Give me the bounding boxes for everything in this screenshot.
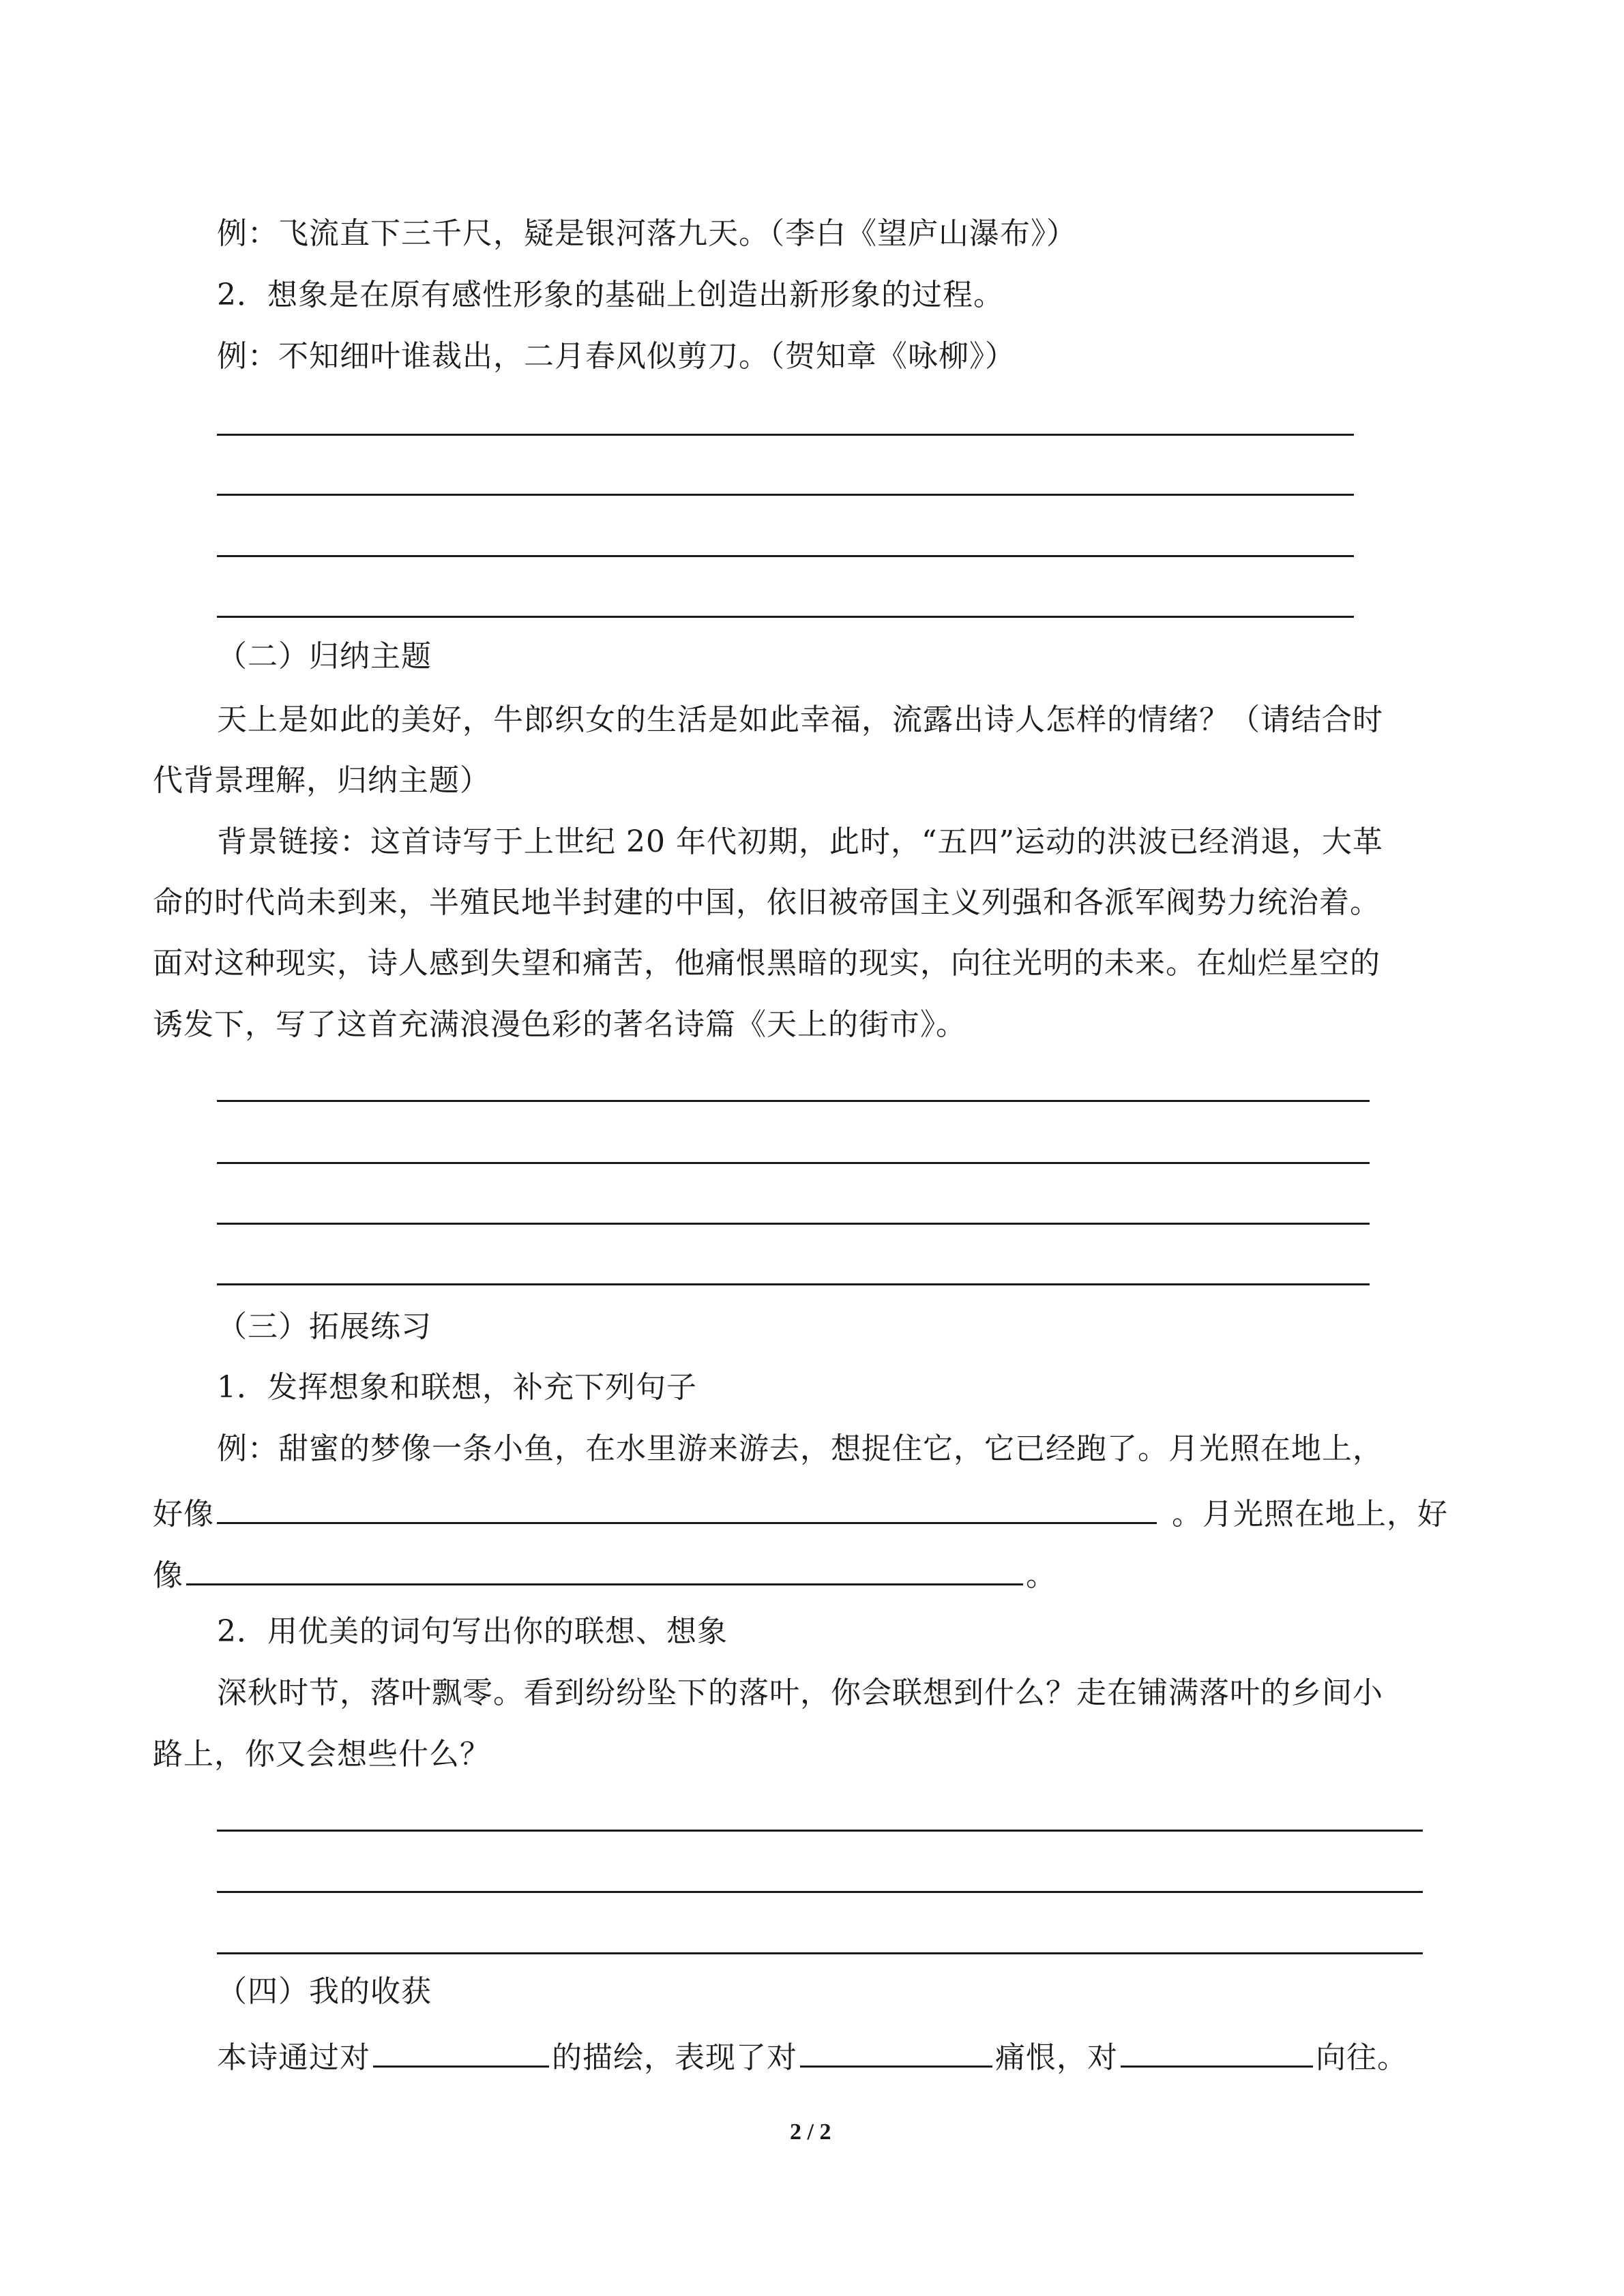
answer-line[interactable]: [217, 1162, 1370, 1164]
fill-prefix: 像: [153, 1558, 183, 1593]
answer-line[interactable]: [217, 434, 1354, 436]
summary-text: 向往。: [1316, 2040, 1408, 2075]
background-text: 背景链接：这首诗写于上世纪 20 年代初期，此时，“五四”运动的洪波已经消退，大革: [217, 824, 1383, 859]
summary-text: 痛恨，对: [995, 2040, 1118, 2075]
example-text: 例：飞流直下三千尺，疑是银河落九天。（李白《望庐山瀑布》）: [217, 216, 1077, 251]
answer-line[interactable]: [217, 1891, 1423, 1893]
section-heading: （四）我的收获: [217, 1974, 432, 2009]
question-text: 天上是如此的美好，牛郎织女的生活是如此幸福，流露出诗人怎样的情绪？（请结合时: [217, 702, 1383, 737]
background-text: 诱发下，写了这首充满浪漫色彩的著名诗篇《天上的街市》。: [153, 1007, 966, 1042]
answer-line[interactable]: [217, 555, 1354, 557]
section-heading: （二）归纳主题: [217, 639, 432, 674]
example-text: 例：甜蜜的梦像一条小鱼，在水里游来游去，想捉住它，它已经跑了。月光照在地上，: [217, 1431, 1383, 1466]
prompt-text: 路上，你又会想些什么？: [153, 1737, 490, 1772]
task-text: 1．发挥想象和联想，补充下列句子: [217, 1370, 697, 1405]
fill-blank[interactable]: [1121, 2034, 1313, 2068]
fill-in-sentence: [153, 1491, 1448, 1534]
fill-blank[interactable]: [217, 1491, 1157, 1524]
background-text: 命的时代尚未到来，半殖民地半封建的中国，依旧被帝国主义列强和各派军阀势力统治着。: [153, 885, 1381, 920]
fill-suffix: 。: [1026, 1558, 1057, 1593]
summary-sentence: [217, 2034, 1408, 2077]
fill-suffix: 。月光照在地上，好: [1172, 1497, 1448, 1532]
fill-prefix: 好像: [153, 1497, 214, 1532]
background-text: 面对这种现实，诗人感到失望和痛苦，他痛恨黑暗的现实，向往光明的未来。在灿烂星空的: [153, 946, 1381, 981]
answer-line[interactable]: [217, 1223, 1370, 1225]
summary-text: 本诗通过对: [217, 2040, 370, 2075]
example-text: 例：不知细叶谁裁出，二月春风似剪刀。（贺知章《咏柳》）: [217, 339, 1016, 374]
fill-blank[interactable]: [186, 1552, 1023, 1585]
prompt-text: 深秋时节，落叶飘零。看到纷纷坠下的落叶，你会联想到什么？走在铺满落叶的乡间小: [217, 1675, 1383, 1710]
answer-line[interactable]: [217, 1100, 1370, 1102]
answer-line[interactable]: [217, 494, 1354, 496]
section-heading: （三）拓展练习: [217, 1309, 432, 1344]
fill-blank[interactable]: [800, 2034, 992, 2068]
task-text: 2．用优美的词句写出你的联想、想象: [217, 1614, 728, 1649]
answer-line[interactable]: [217, 616, 1354, 618]
summary-text: 的描绘，表现了对: [552, 2040, 797, 2075]
question-text: 代背景理解，归纳主题）: [153, 763, 490, 798]
answer-line[interactable]: [217, 1283, 1370, 1285]
fill-in-sentence: [153, 1552, 1057, 1595]
page-number: 2 / 2: [790, 2119, 831, 2145]
point-text: 2．想象是在原有感性形象的基础上创造出新形象的过程。: [217, 278, 1004, 312]
answer-line[interactable]: [217, 1830, 1423, 1832]
answer-line[interactable]: [217, 1952, 1423, 1954]
fill-blank[interactable]: [373, 2034, 549, 2068]
